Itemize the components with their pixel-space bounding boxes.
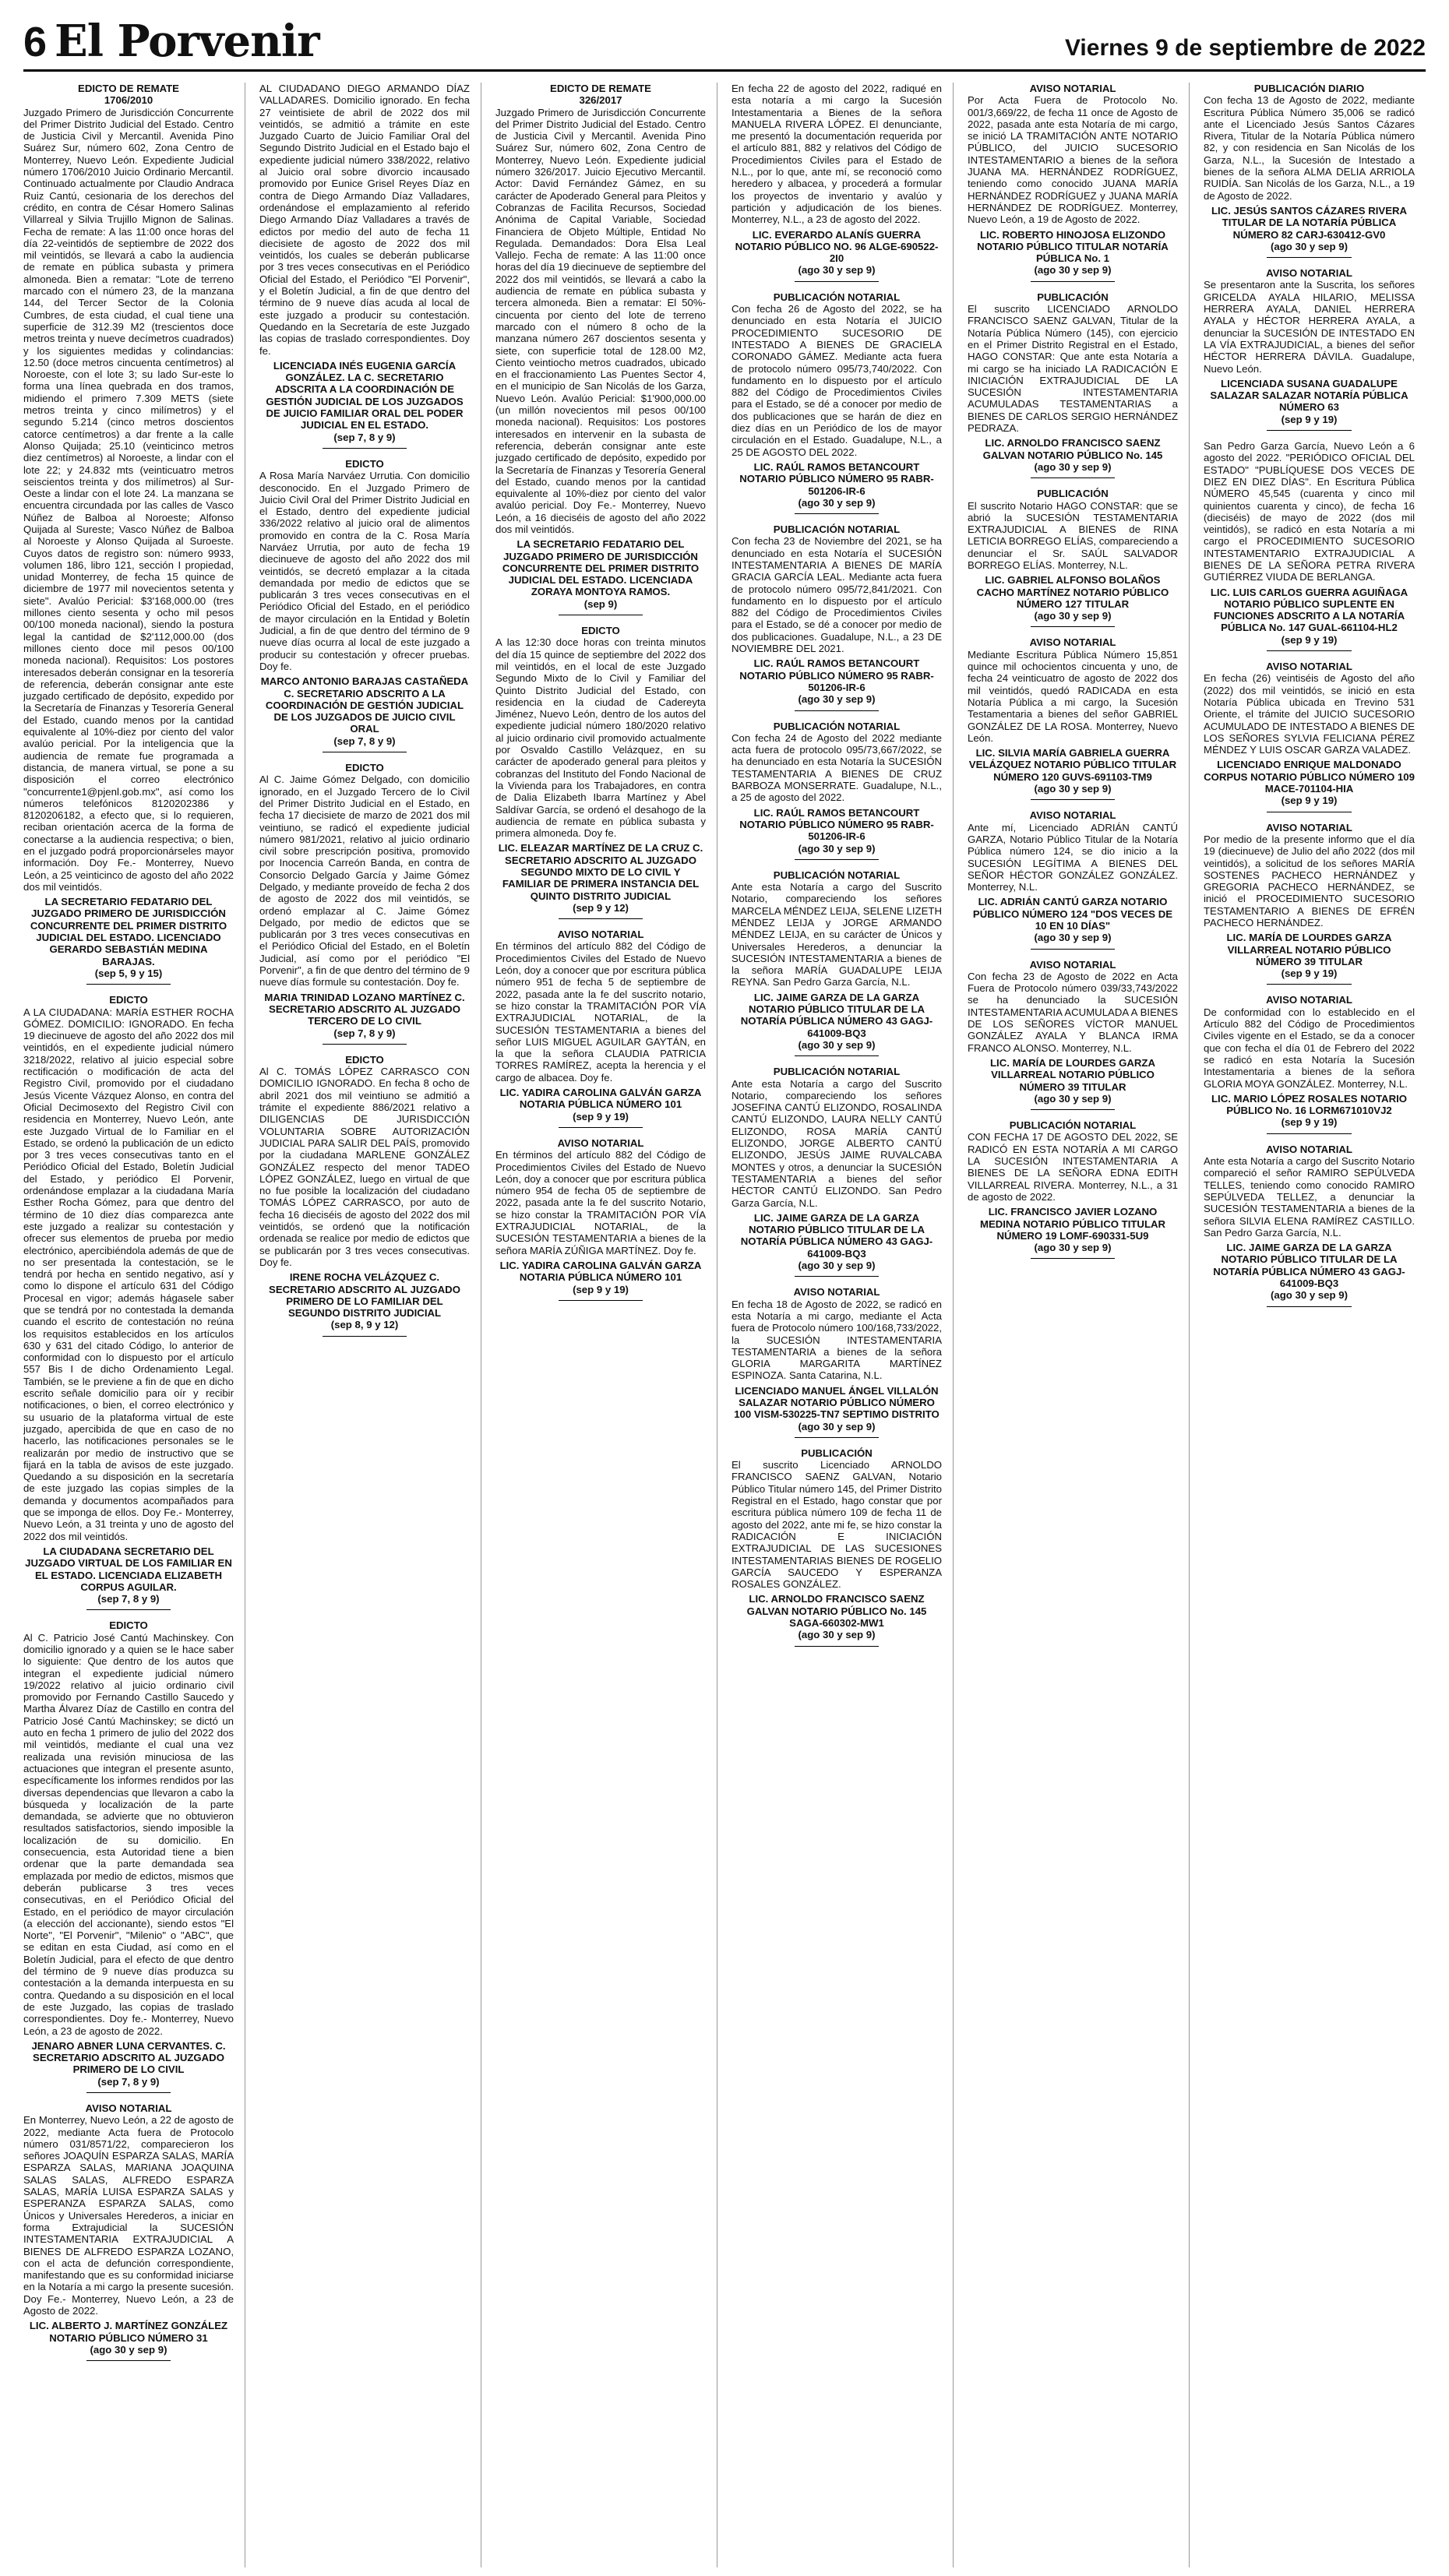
legal-notice (732, 523, 942, 710)
notice-body: Ante esta Notaría a cargo del Suscrito Notario, compareciendo los señores MARCELA MÉNDEZ LEIJA, SELENE LIZETH MÉNDEZ LEIJA y JORGE ARMANDO MÉNDEZ LEIJA, en su carácter de Únicos y Universales Herederos, a denunciar la SUCESIÓN INTESTAMENTARIA a bienes de la señora MARÍA GUADALUPE LEIJA REYNA. San Pedro Garza García, N.L. (732, 881, 942, 988)
newspaper-title: El Porvenir (55, 16, 319, 67)
notice-heading: AVISO NOTARIAL (1029, 958, 1116, 971)
notice-signature: LIC. FRANCISCO JAVIER LOZANO MEDINA NOTARIO PÚBLICO TITULAR NÚMERO 19 LOMF-690331-5U9 (979, 1206, 1166, 1242)
notice-heading: AVISO NOTARIAL (1266, 994, 1352, 1006)
notice-heading: AVISO NOTARIAL (85, 2102, 172, 2114)
legal-notice (732, 1286, 942, 1438)
notice-body: Con fecha 24 de Agosto del 2022 mediante acta fuera de protocolo 095/73,667/2022, se ha denunciado en esta Notaría la SUCESIÓN TESTAMENTARIA A BIENES DE CRUZ BARBOZA MONSERRATE. Guadalupe, N.L., a 25 de agosto del 2022. (732, 731, 942, 804)
legal-notice (23, 1619, 234, 2093)
notice-divider (86, 2092, 171, 2093)
notice-body: Ante esta Notaría a cargo del Suscrito Notario compareció el señor RAMIRO SEPÚLVEDA TELLES, teniendo como conocido RAMIRO SEPÚLVEDA TELLEZ, a denunciar la SUCESIÓN TESTAMENTARIA a bienes de la señora SILVIA ELENA RAMÍREZ CASTILLO. San Pedro Garza García, N.L. (1204, 1155, 1415, 1239)
legal-notice (259, 458, 470, 752)
notice-body: AL CIUDADANO DIEGO ARMANDO DÍAZ VALLADARES. Domicilio ignorado. En fecha 27 veintisiete de abril de 2022 dos mil veintidós, se admitió a trámite en este Juzgado Cuarto de Juicio Familiar Oral del Segundo Distrito Judicial en el Estado bajo el expediente judicial número 338/2022, relativo al Juicio oral sobre divorcio incausado promovido por Eunice Grisel Reyes Díaz en contra de Diego Armando Díaz Valladares, ordenándose el emplazamiento al referido Diego Armando Díaz Valladares a través de edictos por medio del auto de fecha 11 diecisiete de agosto de 2022 dos mil veintidós, los cuales se deberán publicarse por 3 tres veces consecutivas en el Periódico Oficial del Estado, el Periódico "El Porvenir", y el Boletín Judicial, a fin de que dentro del término de 9 nueve días acuda al local de este juzgado a producir su contestación. Quedando en la Secretaría de este Juzgado las copias de traslado correspondientes. Doy fe. (259, 83, 470, 357)
notice-divider (1031, 281, 1115, 282)
notice-body: De conformidad con lo establecido en el Artículo 882 del Código de Procedimientos Civiles vigente en el Estado, se da a conocer que con fecha el día 01 de Febrero del 2022 se radicó en esta Notaría la Sucesión Intestamentaria a bienes de la señora GLORIA MOYA GONZÁLEZ. Monterrey, N.L. (1204, 1006, 1415, 1090)
publication-dates: (sep 7, 8 y 9) (333, 1027, 396, 1039)
publication-dates: (sep 5, 9 y 15) (94, 967, 163, 979)
notice-heading: AVISO NOTARIAL (1029, 809, 1116, 822)
notice-column (968, 83, 1190, 2567)
notice-body: En Monterrey, Nuevo León, a 22 de agosto de 2022, mediante Acta fuera de Protocolo número 031/8571/22, comparecieron los señores JOAQUÍN ESPARZA SALAS, MARÍA ESPARZA SALAS, MARIANA JOAQUINA SALAS SALAS, ALFREDO ESPARZA SALAS, MARÍA LUISA ESPARZA SALAS y ESPERANZA ESPARZA SALAS, como Únicos y Universales Herederos, a iniciar en forma Extrajudicial la SUCESIÓN INTESTAMENTARIA EXTRAJUDICIAL A BIENES DE ALFREDO ESPARZA LOZANO, con el acta de defunción correspondiente, manifestando que es su conformidad iniciarse en la Notaría a mi cargo la presente sucesión. Doy Fe.- Monterrey, Nuevo León, a 23 de Agosto de 2022. (23, 2114, 234, 2317)
publication-dates: (sep 9 y 19) (1281, 795, 1338, 807)
notice-signature: LIC. JAIME GARZA DE LA GARZA NOTARIO PÚBLICO TITULAR DE LA NOTARÍA PÚBLICA NÚMERO 43 GAGJ-641009-BQ3 (740, 1211, 933, 1260)
publication-dates: (sep 9 y 19) (1281, 967, 1338, 980)
notice-heading: PUBLICACIÓN NOTARIAL (773, 523, 901, 536)
legal-notice (495, 1137, 706, 1301)
publication-dates: (ago 30 y sep 9) (1034, 610, 1112, 622)
notice-divider (1267, 430, 1351, 431)
notice-divider (1031, 1109, 1115, 1110)
notice-divider (1031, 949, 1115, 950)
notice-divider (323, 1336, 407, 1337)
notice-signature: LIC. YADIRA CAROLINA GALVÁN GARZA NOTARIA PÚBLICA NÚMERO 101 (499, 1259, 702, 1284)
legal-notice (259, 83, 470, 449)
legal-notice (23, 994, 234, 1610)
issue-date: Viernes 9 de septiembre de 2022 (1064, 35, 1426, 61)
notice-body: Al C. Patricio José Cantú Machinskey. Con domicilio ignorado y a quien se le hace saber lo siguiente: Que dentro de los autos que integran el expediente judicial número 19/2022 relativo al juicio ordinario civil promovido por Fernando Castillo Saucedo y Martha Álvarez Díaz de Castillo en contra del Patricio José Cantú Machinskey; se dictó un auto en fecha 1 primero de julio del 2022 dos mil veintidós, mediante el cual una vez realizada una revisión minuciosa de las actuaciones que integran el presente asunto, específicamente los informes rendidos por las diversas dependencias que llevaron a cabo la búsqueda y localización de la parte demandada, se advierte que no obtuvieron resultados satisfactorios, siendo imposible la localización de su domicilio. En consecuencia, esta Autoridad tiene a bien ordenar que la parte demandada sea emplazada por medio de edictos, mismos que deberán publicarse 3 tres veces consecutivas, en el Periódico Oficial del Estado, en el periódico de mayor circulación (a elección del accionante), siendo estos "El Norte", "El Porvenir", "Milenio" o "ABC", que se editan en esta Ciudad, así como en el Boletín Judicial, para el efecto de que dentro del término de 9 nueve días produzca su contestación a la demanda interpuesta en su contra. Quedando a su disposición en el local de este Juzgado, las copias de traslado correspondientes. Doy fe.- Monterrey, Nuevo León, a 23 de agosto de 2022. (23, 1631, 234, 2037)
notice-signature: LIC. MARÍA DE LOURDES GARZA VILLARREAL NOTARIO PÚBLICO NÚMERO 39 TITULAR (990, 1056, 1155, 1093)
notice-body: A LA CIUDADANA: MARÍA ESTHER ROCHA GÓMEZ. DOMICILIO: IGNORADO. En fecha 19 diecinueve de agosto del año 2022 dos mil veintidós, en el expediente judicial número 3218/2022, relativo al juicio especial sobre rectificación o modificación de acta del Registro Civil, promovido por el ciudadano Jesús Vicente Vázquez Alonso, en contra del Oficial Decimosexto del Registro Civil con residencia en Monterrey, Nuevo León, ante este Juzgado Virtual de lo Familiar en el Estado, se ordenó la publicación de un edicto por 3 tres veces consecutivas tanto en el Periódico Oficial del Estado, Boletín Judicial del Estado, y periódico El Porvenir, ordenándose emplazar a la ciudadana María Esther Rocha Gómez, para que dentro del término de 10 diez días comparezca ante este juzgado a realizar su contestación y ofrecer sus elementos de prueba por medio electrónico, apercibiéndola además de que de no ser presentada la contestación, se le tendrá por hecha en sentido negativo, así y como lo dispone el artículo 631 del Código Procesal en vigor; además hágasele saber que se tendrá por no contestada la demanda cuando el escrito de contestación no reúna los requisitos establecidos en los artículos 630 y 631 del citado Código, lo anterior de conformidad con lo dispuesto por el artículo 557 Bis I de dicho Ordenamiento Legal. También, se le previene a fin de que en dicho escrito señale domicilio para oír y recibir notificaciones, o bien, el correo electrónico y su usuario de la plataforma virtual de este juzgado, apercibida de que en caso de no hacerlo, las notificaciones personales se le realizarán por medio de instructivo que se fijará en la tabla de avisos de este juzgado. Quedando a su disposición en la secretaría de este juzgado las copias simples de la demanda y documentos acompañados para que se imponga de ellos. Doy Fe.- Monterrey, Nuevo León, a 31 treinta y uno de agosto del 2022 dos mil veintidós. (23, 1006, 234, 1542)
notice-signature: LIC. ELEAZAR MARTÍNEZ DE LA CRUZ C. SECRETARIO ADSCRITO AL JUZGADO SEGUNDO MIXTO DE LO CIVIL Y FAMILIAR DE PRIMERA INSTANCIA DEL QUINTO DISTRITO JUDICIAL (498, 842, 703, 902)
notice-signature: LIC. RAÚL RAMOS BETANCOURT NOTARIO PÚBLICO NÚMERO 95 RABR-501206-IR-6 (739, 657, 934, 693)
notice-divider (86, 2360, 171, 2361)
legal-notice (1204, 267, 1415, 431)
notice-subheading: 1706/2010 (104, 94, 153, 107)
notice-signature: LIC. ROBERTO HINOJOSA ELIZONDO NOTARIO PÚBLICO TITULAR NOTARÍA PÚBLICA No. 1 (977, 228, 1169, 265)
publication-dates: (ago 30 y sep 9) (798, 1038, 876, 1051)
publication-dates: (sep 7, 8 y 9) (97, 1593, 160, 1605)
notice-body: En términos del artículo 882 del Código de Procedimientos Civiles del Estado de Nuevo León, doy a conocer que por escritura pública número 951 de fecha 5 de septiembre de 2022, pasada ante la fe del suscrito notario, se hizo constar la TRAMITACIÓN POR VÍA EXTRAJUDICIAL NOTARIAL, de la SUCESIÓN TESTAMENTARIA a bienes del señor LUIS MIGUEL AGUILAR GAYTÁN, en la que la señora CLAUDIA PATRICIA TORRES RAMÍREZ, acepta la herencia y el cargo de albacea. Doy fe. (495, 940, 706, 1084)
notice-body: Con fecha 13 de Agosto de 2022, mediante Escritura Pública Número 35,006 se radicó ante el Licenciado Jesús Santos Cázares Rivera, Titular de la Notaría Pública número 82, y con residencia en San Nicolás de los Garza, N.L., la Sucesión de Intestado a bienes de la señora ALMA DELIA ARRIOLA RUIDÍA. San Nicolás de los Garza, N.L., a 19 de Agosto de 2022. (1204, 94, 1415, 202)
notice-signature: LA SECRETARIO FEDATARIO DEL JUZGADO PRIMERO DE JURISDICCIÓN CONCURRENTE DEL PRIMER DISTRITO JUDICIAL DEL ESTADO. LICENCIADA ZORAYA MONTOYA RAMOS. (502, 538, 700, 598)
notice-signature: LIC. SILVIA MARÍA GABRIELA GUERRA VELÁZQUEZ NOTARIO PÚBLICO TITULAR NÚMERO 120 GUVS-691103-TM9 (968, 747, 1177, 783)
notice-divider (795, 513, 879, 514)
legal-notice (495, 929, 706, 1128)
notice-signature: LIC. GABRIEL ALFONSO BOLAÑOS CACHO MARTÍNEZ NOTARIO PÚBLICO NÚMERO 127 TITULAR (976, 574, 1169, 610)
notice-signature: LA CIUDADANA SECRETARIO DEL JUZGADO VIRTUAL DE LOS FAMILIAR EN EL ESTADO. LICENCIADA ELIZABETH CORPUS AGUILAR. (25, 1545, 232, 1593)
notice-heading: PUBLICACIÓN DIARIO (1253, 83, 1365, 94)
notice-signature: JENARO ABNER LUNA CERVANTES. C. SECRETARIO ADSCRITO AL JUZGADO PRIMERO DE LO CIVIL (31, 2039, 226, 2076)
notice-heading: AVISO NOTARIAL (1029, 83, 1116, 94)
legal-notice (1204, 1144, 1415, 1307)
publication-dates: (sep 9 y 19) (1281, 633, 1338, 646)
notice-heading: PUBLICACIÓN (1037, 291, 1109, 303)
notice-divider (1267, 1133, 1351, 1134)
legal-notice (968, 959, 1178, 1111)
notice-divider (1267, 650, 1351, 651)
notice-body: El suscrito Notario HAGO CONSTAR: que se abrió la SUCESIÓN TESTAMENTARIA EXTRAJUDICIAL A BIENES de RINA LETICIA BORREGO ELÍAS, compareciendo a denunciar el Sr. SAÚL SALVADOR BORREGO ELÍAS. Monterrey, N.L. (968, 499, 1178, 571)
notice-heading: EDICTO (109, 1619, 148, 1632)
publication-dates: (sep 9 y 19) (573, 1110, 629, 1122)
notice-signature: LICENCIADA INÉS EUGENIA GARCÍA GONZÁLEZ. LA C. SECRETARIO ADSCRITA A LA COORDINACIÓN DE GESTIÓN JUDICIAL DE LOS JUZGADOS DE JUICIO FAMILIAR ORAL DEL PODER JUDICIAL EN EL ESTADO. (266, 359, 464, 432)
notice-heading: PUBLICACIÓN NOTARIAL (773, 291, 901, 303)
notice-heading: AVISO NOTARIAL (1266, 821, 1352, 833)
publication-dates: (sep 8, 9 y 12) (330, 1319, 399, 1331)
notice-body: En términos del artículo 882 del Código de Procedimientos Civiles del Estado de Nuevo León, doy a conocer que por escritura pública número 954 de fecha 05 de septiembre de 2022, pasada ante la fe del suscrito Notario, se hizo constar la TRAMITACIÓN POR VÍA EXTRAJUDICIAL NOTARIAL, de la SUCESIÓN TESTAMENTARIA a bienes de la señora MARÍA ZÚÑIGA MARTÍNEZ. Doy fe. (495, 1149, 706, 1256)
notice-body: El suscrito Licenciado ARNOLDO FRANCISCO SAENZ GALVAN, Notario Público Titular número 145, del Primer Distrito Registral en el Estado, hago constar que por escritura pública número 109 de fecha 11 de agosto del 2022, ante mi fe, se hizo constar la RADICACIÓN E INICIACIÓN EXTRAJUDICIAL DE LAS SUCESIONES INTESTAMENTARIAS BIENES DE ROGELIO GARCÍA SAUCEDO Y ESPERANZA ROSALES GONZÁLEZ. (732, 1459, 942, 1591)
notice-signature: MARIA TRINIDAD LOZANO MARTÍNEZ C. SECRETARIO ADSCRITO AL JUZGADO TERCERO DE LO CIVIL (264, 991, 465, 1027)
notice-signature: MARCO ANTONIO BARAJAS CASTAÑEDA C. SECRETARIO ADSCRITO A LA COORDINACIÓN DE GESTIÓN JUDICIAL DE LOS JUZGADOS DE JUICIO CIVIL ORAL (260, 675, 469, 735)
notice-divider (795, 1276, 879, 1277)
notice-divider (323, 448, 407, 449)
notice-divider (1267, 984, 1351, 985)
notice-heading: EDICTO DE REMATE (550, 83, 651, 94)
notice-heading: PUBLICACIÓN NOTARIAL (1009, 1119, 1137, 1132)
publication-dates: (sep 9) (583, 597, 618, 610)
notice-heading: AVISO NOTARIAL (1029, 636, 1116, 649)
publication-dates: (ago 30 y sep 9) (1271, 240, 1348, 252)
legal-notice (968, 1119, 1178, 1259)
notice-body: Juzgado Primero de Jurisdicción Concurrente del Primer Distrito Judicial del Estado. Centro de Justicia Civil y Mercantil. Avenida Pino Suárez Sur, número 602, Zona Centro de Monterrey, Nuevo León. Expediente judicial número 326/2017. Juicio Ejecutivo Mercantil. Actor: David Fernández Gámez, en su carácter de Apoderado General para Pleitos y Cobranzas de Facilita Recursos, Sociedad Anónima de Capital Variable, Sociedad Financiera de Objeto Múltiple, Entidad No Regulada. Demandados: Dora Elsa Leal Vallejo. Fecha de remate: A las 11:00 once horas del día 19 diecinueve de septiembre del 2022 dos mil veintidós, se llevará a cabo la audiencia de remate en pública subasta y tercera almoneda. Bien a rematar: El 50%-cincuenta por ciento del lote de terreno marcado con el número 8 ocho de la manzana número 267 doscientos sesenta y siete, con superficie total de 128.00 M2, Ciento veintiocho metros cuadrados, ubicado en el fraccionamiento Las Puentes Sector 4, en el municipio de San Nicolás de los Garza, Nuevo León. Avalúo Pericial: $1'900,000.00 (un millón novecientos mil pesos 00/100 moneda nacional). Requisitos: Los postores interesados en intervenir en la subasta de referencia, deberán consignar ante este juzgado certificado de depósito, expedido por la Secretaría de Finanzas y Tesorería General del Estado, cuando menos por la cantidad equivalente al 10%-diez por ciento del valor avalúo pericial. Doy Fe.- Monterrey, Nuevo León, a 16 dieciséis de agosto del año 2022 dos mil veintidós. (495, 106, 706, 535)
legal-notice (732, 869, 942, 1056)
publication-dates: (ago 30 y sep 9) (90, 2343, 167, 2356)
legal-notice (968, 291, 1178, 478)
page-number: 6 (23, 19, 48, 65)
notice-body: Al C. TOMÁS LÓPEZ CARRASCO CON DOMICILIO IGNORADO. En fecha 8 ocho de abril 2021 dos mil veintiuno se admitió a trámite el expediente 886/2021 relativo a DILIGENCIAS DE JURISDICCIÓN VOLUNTARIA SOBRE AUTORIZACIÓN JUDICIAL PARA SALIR DEL PAÍS, promovido por la ciudadana MARLENE GONZÁLEZ GONZÁLEZ respecto del menor TADEO LÓPEZ GONZÁLEZ, luego en virtual de que no fue posible la localización del ciudadano TOMÁS LÓPEZ CARRASCO, por auto de fecha 16 dieciséis de agosto del 2022 dos mil veintidós, se ordenó que la notificación ordenada se realice por medio de edictos que se publicarán por 3 tres veces consecutivas. Doy fe. (259, 1066, 470, 1268)
publication-dates: (ago 30 y sep 9) (798, 496, 876, 509)
publication-dates: (ago 30 y sep 9) (798, 1420, 876, 1432)
notice-signature: LIC. ARNOLDO FRANCISCO SAENZ GALVAN NOTARIO PÚBLICO No. 145 (982, 437, 1163, 461)
notice-body: Ante mí, Licenciado ADRIÁN CANTÚ GARZA, Notario Público Titular de la Notaría Pública número 124, se dio inicio a la SUCESIÓN LEGÍTIMA A BIENES DEL SEÑOR HÉCTOR GONZÁLEZ GONZÁLEZ. Monterrey, N.L. (968, 821, 1178, 893)
notice-divider (1267, 257, 1351, 258)
notice-signature: LIC. RAÚL RAMOS BETANCOURT NOTARIO PÚBLICO NÚMERO 95 RABR-501206-IR-6 (739, 806, 934, 843)
publication-dates: (sep 7, 8 y 9) (97, 2075, 160, 2088)
publication-dates: (ago 30 y sep 9) (1034, 1092, 1112, 1105)
notice-column (23, 83, 245, 2567)
legal-notice (732, 291, 942, 514)
notice-signature: LIC. MARÍA DE LOURDES GARZA VILLARREAL NOTARIO PÚBLICO NÚMERO 39 TITULAR (1226, 932, 1392, 967)
notice-column (1204, 83, 1426, 2567)
notice-signature: LIC. LUIS CARLOS GUERRA AGUIÑAGA NOTARIO PÚBLICO SUPLENTE EN FUNCIONES ADSCRITO A LA NOTARÍA PÚBLICA No. 147 GUAL-661104-HL2 (1210, 586, 1408, 634)
notice-signature: LA SECRETARIO FEDATARIO DEL JUZGADO PRIMERO DE JURISDICCIÓN CONCURRENTE DEL PRIMER DISTRITO JUDICIAL DEL ESTADO. LICENCIADO GERARDO SEBASTIÁN MEDINA BARAJAS. (30, 896, 227, 967)
notice-signature: IRENE ROCHA VELÁZQUEZ C. SECRETARIO ADSCRITO AL JUZGADO PRIMERO DE LO FAMILIAR DEL SEGUNDO DISTRITO JUDICIAL (269, 1271, 460, 1320)
brand (23, 16, 319, 67)
notice-signature: LIC. YADIRA CAROLINA GALVÁN GARZA NOTARIA PÚBLICA NÚMERO 101 (499, 1087, 702, 1111)
notice-heading: PUBLICACIÓN NOTARIAL (773, 1066, 901, 1078)
publication-dates: (sep 9 y 19) (1281, 1116, 1338, 1129)
notice-divider (1031, 626, 1115, 627)
legal-notice (732, 721, 942, 860)
publication-dates: (ago 30 y sep 9) (798, 842, 876, 855)
notice-body: Por medio de la presente informo que el día 19 (diecinueve) de Julio del año 2022 (dos mil veintidós), a solicitud de los señores MARÍA SOSTENES PACHECO HERNÁNDEZ y GREGORIA PACHECO HERNÁNDEZ, se inició el PROCEDIMIENTO SUCESORIO TESTAMENTARIO A BIENES DE EFRÉN PACHECO HERNÁNDEZ. (1204, 833, 1415, 929)
legal-notice (732, 1066, 942, 1277)
legal-notice (495, 83, 706, 615)
notice-heading: EDICTO (109, 994, 148, 1006)
publication-dates: (ago 30 y sep 9) (1271, 1289, 1348, 1302)
notice-divider (1267, 1306, 1351, 1307)
legal-notice (1204, 440, 1415, 651)
notice-column (495, 83, 717, 2567)
notice-signature: LICENCIADO MANUEL ÁNGEL VILLALÓN SALAZAR NOTARIO PÚBLICO NÚMERO 100 VISM-530225-TN7 SEPTIMO DISTRITO (734, 1384, 940, 1421)
notice-divider (795, 1055, 879, 1056)
notice-divider (795, 859, 879, 860)
notice-divider (1031, 799, 1115, 800)
publication-dates: (sep 7, 8 y 9) (333, 431, 396, 443)
notice-signature: LIC. EVERARDO ALANÍS GUERRA NOTARIO PÚBLICO NO. 96 ALGE-690522-2I0 (735, 228, 939, 265)
notice-body: Ante esta Notaría a cargo del Suscrito Notario, compareciendo los señores JOSEFINA CANTÚ ELIZONDO, ROSALINDA CANTÚ ELIZONDO, LAURA NELLY CANTÚ ELIZONDO, ROSA MARÍA CANTÚ ELIZONDO, JORGE ALBERTO CANTÚ ELIZONDO, JESÚS JAIME RUVALCABA MONTES y otros, a denunciar la SUCESIÓN TESTAMENTARIA a bienes del señor HÉCTOR CANTÚ ELIZONDO. San Pedro Garza García, N.L. (732, 1077, 942, 1209)
notice-heading: EDICTO (345, 762, 384, 774)
legal-notice (1204, 822, 1415, 985)
publication-dates: (sep 7, 8 y 9) (333, 735, 396, 747)
publication-dates: (ago 30 y sep 9) (1034, 264, 1112, 277)
notice-body: Mediante Escritura Pública Número 15,851 quince mil ochocientos cincuenta y uno, de fecha 24 veinticuatro de agosto de 2022 dos mil veintidós, quedó RADICADA en esta Notaría Pública a mi cargo, la Sucesión Testamentaria a bienes del señor GABRIEL GONZÁLEZ DE LA ROSA. Monterrey, Nuevo León. (968, 648, 1178, 744)
notice-heading: AVISO NOTARIAL (1266, 661, 1352, 673)
legal-notice (968, 488, 1178, 627)
publication-dates: (sep 9 y 19) (1281, 413, 1338, 425)
notice-divider (86, 1609, 171, 1610)
notice-heading: EDICTO (345, 1053, 384, 1066)
notice-body: CON FECHA 17 DE AGOSTO DEL 2022, SE RADICÓ EN ESTA NOTARÍA A MI CARGO LA SUCESIÓN INTESTAMENTARIA A BIENES DE LA SEÑORA EDNA EDITH VILLARREAL RIVERA. Monterrey, N.L., a 31 de agosto de 2022. (968, 1131, 1178, 1203)
notice-body: El suscrito LICENCIADO ARNOLDO FRANCISCO SAENZ GALVAN, Titular de la Notaría Pública Número (145), con ejercicio en el Primer Distrito Registral en el Estado, HAGO CONSTAR: Que ante esta Notaría a mi cargo se ha iniciado LA RADICACIÓN E INICIACIÓN EXTRAJUDICIAL DE LA SUCESIÓN INTESTAMENTARIA ACUMULADAS TESTAMENTARIAS a BIENES DE CARLOS SERGIO HERNÁNDEZ PEDRAZA. (968, 303, 1178, 435)
notice-body: Con fecha 23 de Agosto de 2022 en Acta Fuera de Protocolo número 039/33,743/2022 se ha denunciado la SUCESIÓN INTESTAMENTARIA ACUMULADA A BIENES DE LOS SEÑORES VÍCTOR MANUEL GONZÁLEZ AYALA Y BLANCA IRMA FRANCO ALONSO. Monterrey, N.L. (968, 970, 1178, 1054)
legal-notice (968, 636, 1178, 800)
notice-body: Juzgado Primero de Jurisdicción Concurrente del Primer Distrito Judicial del Estado. Centro de Justicia Civil y Mercantil. Avenida Pino Suárez Sur, número 602, Zona Centro de Monterrey, Nuevo León. Expediente Judicial número 1706/2010 Juicio Ordinario Mercantil. Continuado actualmente por Claudio Andraca Ruiz Cantú, cesionaria de los derechos del crédito, en contra de César Homero Salinas Villarreal y Silvia Trujillo Mignon de Salinas. Fecha de remate: A las 11:00 once horas del día 22-veintidós de septiembre de 2022 dos mil veintidós, se llevará a cabo la audiencia de remate en pública subasta y primera almoneda. Bien a rematar: "Lote de terreno marcado con el número 23, de la manzana 144, del Tercer Sector de la Colonia Cumbres, de esta ciudad, el cual tiene una superficie de 312.39 M2 (trescientos doce metros treinta y nueve decímetros cuadrados) y los siguientes medidas y colindancias: 12.50 (doce metros cincuenta centímetros) al Noroeste, con el lote 3; su lado Sur-este lo forma una línea quebrada en dos tramos, midiendo el primero 7.309 METS (siete metros treinta y cinco milímetros) y el segundo 5.214 (cinco metros doscientos catorce centímetros) a dar frente a la calle Alonso Quijada; 25.10 (veinticinco metros diez centímetros) al Noroeste, a lindar con el lote 22; y 24.832 mts (veinticuatro metros seiscientos treinta y dos milímetros) al Sur-Oeste a lindar con el lote 24. La manzana se encuentra circundada por las calles de Vasco Núñez de Balboa al Noroeste; Alfonso Quijada al Sureste; Vasco Núñez de Balboa al Noroeste y Alonso Quijada al Suroeste. Cuyos datos de registro son: número 9933, volumen 186, libro 121, sección I propiedad, unidad Monterrey, de fecha 15 quince de diciembre de 1977 mil novecientos setenta y siete". Avalúo Pericial: $3'168,000.00 (tres millones ciento sesenta y ocho mil pesos 00/100 moneda nacional), siendo la postura legal la cantidad de $2'112,000.00 (dos millones ciento doce mil pesos 00/100 moneda nacional). Requisitos: Los postores interesados deberán consignar en la tesorería de referencia, deberán consignar ante este juzgado certificado de depósito, expedido por la Secretaría de Finanzas y Tesorería General del Estado, cuando menos por la cantidad equivalente al 10%-diez por ciento del valor avalúo pericial. Por la inteligencia que la audiencia de remate fue programada a distancia, de manera virtual, se pone a su disposición el correo electrónico "concurrente1@pjenl.gob.mx", así como los números telefónicos 8120202386 y 8120206182, a efecto que, si lo requieren, reciban orientación acerca de la forma de conectarse a la audiencia respectiva; o bien, en el juzgado podrá proporcionárseles mayor información. Doy Fe.- Monterrey, Nuevo León, a 25 veinticinco de agosto del año 2022 dos mil veintidós. (23, 106, 234, 893)
notice-heading: AVISO NOTARIAL (557, 1136, 644, 1149)
legal-notice (1204, 83, 1415, 258)
notice-divider (559, 918, 643, 919)
notice-signature: LICENCIADO ENRIQUE MALDONADO CORPUS NOTARIO PÚBLICO NÚMERO 109 MACE-701104-HIA (1204, 759, 1415, 795)
notice-body: San Pedro Garza García, Nuevo León a 6 agosto del 2022. "PERIÓDICO OFICIAL DEL ESTADO" "PUBLÍQUESE DOS VECES DE DIEZ EN DIEZ DÍAS". En Escritura Pública NÚMERO 45,545 (cuarenta y cinco mil quinientos cuarenta y cinco), de fecha 16 (dieciséis) de mayo de 2022 (dos mil veintidós), se radicó en esta Notaría a mi cargo el PROCEDIMIENTO SUCESORIO INTESTAMENTARIO EXTRAJUDICIAL A BIENES DE LA SEÑORA PETRA RIVERA GUTIÉRREZ VIUDA DE BERLANGA. (1204, 440, 1415, 583)
publication-dates: (ago 30 y sep 9) (1034, 1242, 1112, 1254)
notice-divider (86, 984, 171, 985)
notice-heading: PUBLICACIÓN (801, 1447, 873, 1459)
legal-notice (259, 1054, 470, 1337)
notice-body: En fecha 22 de agosto del 2022, radiqué en esta notaría a mi cargo la Sucesión Intestamentaria a Bienes de la señora MANUELA RIVERA LÓPEZ. El denunciante, me presentó la documentación requerida por el artículo 881, 882 y relativos del Código de Procedimientos Civiles para el Estado de N.L., por lo que, ante mí, se reconoció como heredero y albacea, y procederá a formular los proyectos de inventario y avalúo y partición y adjudicación de los bienes. Monterrey, N.L., a 23 de agosto del 2022. (732, 83, 942, 226)
masthead (23, 0, 1426, 72)
notice-signature: LIC. JESÚS SANTOS CÁZARES RIVERA TITULAR DE LA NOTARÍA PÚBLICA NÚMERO 82 CARJ-630412-GV0 (1211, 204, 1408, 241)
notice-body: En fecha (26) veintiséis de Agosto del año (2022) dos mil veintidós, se inició en esta Notaría Pública ubicada en Trevino 531 Oriente, el trámite del JUICIO SUCESORIO ACUMULADO DE INTESTADO A BIENES DE LOS SEÑORES SYLVIA FELICIANA PÉREZ MÉNDEZ Y LUIS OSCAR GARZA VALADEZ. (1204, 672, 1415, 756)
legal-notice (495, 625, 706, 919)
notice-body: A las 12:30 doce horas con treinta minutos del día 15 quince de septiembre del 2022 dos mil veintidós, en el local de este Juzgado Segundo Mixto de lo Civil y Familiar del Quinto Distrito Judicial del Estado, con residencia en la ciudad de Cadereyta Jiménez, Nuevo León, dentro de los autos del expediente judicial número 180/2020 relativo al juicio ordinario civil promovido actualmente por Osvaldo Castillo Velázquez, en su carácter de apoderado general para pleitos y cobranzas del Instituto del Fondo Nacional de la Vivienda para los Trabajadores, en contra de Dalia Elizabeth Ibarra Martínez y Abel Saldívar García, se ordenó el desahogo de la audiencia de remate en pública subasta y primera almoneda. Doy fe. (495, 636, 706, 840)
notice-divider (1031, 1258, 1115, 1259)
notice-body: Con fecha 23 de Noviembre del 2021, se ha denunciado en esta Notaría el SUCESIÓN INTESTAMENTARIA A BIENES DE MARÍA GRACIA GARCÍA LEAL. Mediante acta fuera de protocolo número 095/72,841/2021. Con fundamento en lo dispuesto por el artículo 882 del Código de Procedimientos Civiles para el Estado, se dé a conocer por medio de dos publicaciones. Guadalupe, N.L., a 23 DE NOVIEMBRE DEL 2021. (732, 535, 942, 655)
legal-notice (732, 83, 942, 282)
notice-heading: AVISO NOTARIAL (1266, 267, 1352, 280)
notices-columns (23, 83, 1426, 2567)
legal-notice (259, 762, 470, 1045)
notice-divider (795, 281, 879, 282)
notice-body: A Rosa María Narváez Urrutia. Con domicilio desconocido. En el Juzgado Primero de Juicio Civil Oral del Primer Distrito Judicial en el Estado, dentro del expediente judicial 336/2022 relativo al juicio oral de alimentos promovido en contra de la C. Rosa María Narváez Urrutia, por auto de fecha 19 diecinueve de agosto del año 2022 dos mil veintidós, se decretó emplazar a la citada demandada por medio de edictos que se publicarán 3 tres veces consecutivas en el Periódico Oficial del Estado, en el periódico de mayor circulación en la Entidad y Boletín Judicial, a fin de que dentro del término de 9 nueve días ocurra al local de este juzgado a producir su contestación y ofrecer pruebas. Doy fe. (259, 470, 470, 672)
notice-body: Se presentaron ante la Suscrita, los señores GRICELDA AYALA HILARIO, MELISSA HERRERA AYALA, DANIEL HERRERA AYALA y HÉCTOR HERRERA AYALA, a denunciar la SUCESIÓN DE INTESTADO EN LA VÍA EXTRAJUDICIAL, a bienes del señor HÉCTOR HERRERA DÁVILA. Guadalupe, Nuevo León. (1204, 279, 1415, 375)
notice-divider (1031, 477, 1115, 478)
notice-signature: LIC. ALBERTO J. MARTÍNEZ GONZÁLEZ NOTARIO PÚBLICO NÚMERO 31 (29, 2320, 228, 2344)
notice-heading: PUBLICACIÓN NOTARIAL (773, 720, 901, 732)
notice-body: Con fecha 26 de Agosto del 2022, se ha denunciado en esta Notaría el JUICIO PROCEDIMIENTO SUCESORIO DE INTESTADO A BIENES DE GRACIELA CORONADO GÁMEZ. Mediante acta fuera de protocolo número 095/73,740/2022. Con fundamento en lo dispuesto por el artículo 882 del Código de Procedimientos Civiles para el Estado, se dé a conocer por medio de dos publicaciones que se harán de diez en diez días en un Periódico de los de mayor circulación en el Estado. Guadalupe, N.L., a 25 DE AGOSTO DEL 2022. (732, 303, 942, 458)
legal-notice (968, 83, 1178, 282)
publication-dates: (sep 9 y 19) (573, 1283, 629, 1295)
notice-divider (795, 1437, 879, 1438)
legal-notice (1204, 661, 1415, 812)
notice-signature: LIC. ARNOLDO FRANCISCO SAENZ GALVAN NOTARIO PÚBLICO No. 145 SAGA-660302-MW1 (746, 1593, 927, 1630)
legal-notice (23, 83, 234, 985)
notice-signature: LIC. JAIME GARZA DE LA GARZA NOTARIO PÚBLICO TITULAR DE LA NOTARÍA PÚBLICA NÚMERO 43 GAGJ-641009-BQ3 (740, 991, 933, 1039)
publication-dates: (ago 30 y sep 9) (798, 1260, 876, 1272)
notice-signature: LIC. RAÚL RAMOS BETANCOURT NOTARIO PÚBLICO NÚMERO 95 RABR-501206-IR-6 (739, 460, 934, 497)
legal-notice (23, 2102, 234, 2361)
notice-heading: AVISO NOTARIAL (1266, 1143, 1352, 1155)
publication-dates: (ago 30 y sep 9) (798, 693, 876, 706)
notice-body: En fecha 18 de Agosto de 2022, se radicó en esta Notaría a mi cargo, mediante el Acta fuera de Protocolo número 100/168,733/2022, la SUCESIÓN INTESTAMENTARIA TESTAMENTARIA a bienes de la señora GLORIA MARGARITA MARTÍNEZ ESPINOZA. Santa Catarina, N.L. (732, 1298, 942, 1382)
notice-divider (795, 1646, 879, 1647)
notice-divider (795, 710, 879, 711)
notice-heading: PUBLICACIÓN (1037, 488, 1109, 500)
notice-heading: EDICTO (345, 457, 384, 470)
notice-heading: AVISO NOTARIAL (793, 1286, 880, 1299)
notice-heading: EDICTO DE REMATE (78, 83, 179, 94)
legal-notice (732, 1447, 942, 1647)
notice-heading: PUBLICACIÓN NOTARIAL (773, 869, 901, 881)
publication-dates: (ago 30 y sep 9) (798, 1629, 876, 1641)
legal-notice (968, 809, 1178, 949)
notice-divider (559, 1300, 643, 1301)
notice-column (732, 83, 954, 2567)
publication-dates: (ago 30 y sep 9) (798, 264, 876, 277)
notice-signature: LIC. JAIME GARZA DE LA GARZA NOTARIO PÚBLICO TITULAR DE LA NOTARÍA PÚBLICA NÚMERO 43 GAGJ-641009-BQ3 (1213, 1242, 1405, 1290)
notice-body: Por Acta Fuera de Protocolo No. 001/3,669/22, de fecha 11 once de Agosto de 2022, pasada ante esta Notaría de mi cargo, se inició LA TRAMITACIÓN ANTE NOTARIO PÚBLICO, del JUICIO SUCESORIO INTESTAMENTARIO a bienes de la señora JUANA MA. HERNÁNDEZ RODRÍGUEZ, teniendo como conocido JUANA MARÍA HERNÁNDEZ RODRÍGUEZ y JUANA MARÍA HERNÁNDEZ DE RODRÍGUEZ. Monterrey, Nuevo León, a 19 de Agosto de 2022. (968, 94, 1178, 226)
notice-subheading: 326/2017 (579, 94, 622, 107)
notice-signature: LICENCIADA SUSANA GUADALUPE SALAZAR SALAZAR NOTARÍA PÚBLICA NÚMERO 63 (1210, 377, 1408, 414)
notice-divider (559, 1127, 643, 1128)
publication-dates: (ago 30 y sep 9) (1034, 783, 1112, 795)
publication-dates: (ago 30 y sep 9) (1034, 460, 1112, 473)
publication-dates: (ago 30 y sep 9) (1034, 932, 1112, 944)
notice-body: Al C. Jaime Gómez Delgado, con domicilio ignorado, en el Juzgado Tercero de lo Civil del Primer Distrito Judicial en el Estado, en fecha 17 diecisiete de marzo de 2021 dos mil veintiuno, se radicó el expediente judicial número 981/2021, relativo al juicio ordinario civil sobre prescripción positiva, promovido por Inocencia Carreón Banda, en contra de Consorcio Delgado García y Jaime Gómez Delgado, y mediante proveído de fecha 2 dos de agosto de 2022 dos mil veintidós, se ordenó emplazar al C. Jaime Gómez Delgado, por medio de edictos que se publicarán por 3 tres veces consecutivas en el Periódico Oficial del Estado, en el Boletín Judicial, así como por el periódico "El Porvenir", a fin de que dentro del término de 9 nueve días formule su contestación. Doy fe. (259, 774, 470, 988)
notice-column (259, 83, 481, 2567)
notice-signature: LIC. MARIO LÓPEZ ROSALES NOTARIO PÚBLICO No. 16 LORM671010VJ2 (1211, 1092, 1408, 1117)
publication-dates: (sep 9 y 12) (573, 901, 629, 914)
notice-divider (323, 1044, 407, 1045)
notice-heading: AVISO NOTARIAL (557, 929, 644, 941)
legal-notice (1204, 994, 1415, 1133)
notice-heading: EDICTO (581, 625, 620, 637)
notice-signature: LIC. ADRIÁN CANTÚ GARZA NOTARIO PÚBLICO NÚMERO 124 "DOS VECES DE 10 EN 10 DÍAS" (972, 896, 1173, 932)
